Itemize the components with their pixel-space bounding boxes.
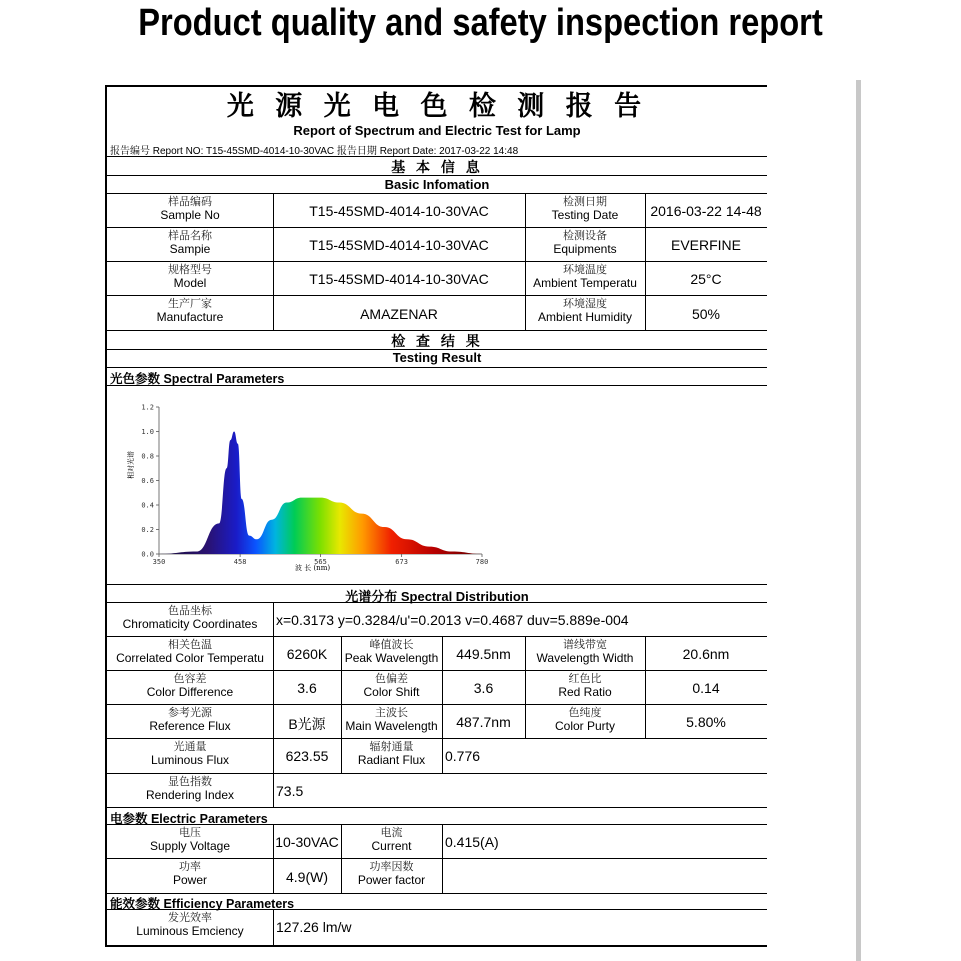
value-radiant-flux: 0.776 [445, 748, 481, 764]
label-main-wavelength: 主波长 Main Wavelength [345, 706, 438, 734]
col-divider [273, 909, 274, 945]
spectrum-y-tick-label: 1.0 [141, 428, 154, 436]
label-current: 电流 Current [371, 826, 412, 854]
label-chromaticity: 色品坐标 Chromaticity Coordinates [122, 604, 258, 632]
divider [107, 175, 767, 176]
label-reference-flux: 参考光源 Reference Flux [149, 706, 231, 734]
value-testing-date: 2016-03-22 14-48 [650, 203, 762, 219]
label-correlated-color-temperature: 相关色温 Correlated Color Temperatu [116, 638, 264, 666]
value-red-ratio: 0.14 [692, 680, 720, 696]
value-ambient-humidity: 50% [691, 306, 721, 322]
label-sample-no: 样品编码 Sample No [160, 195, 220, 223]
divider [107, 227, 767, 228]
spectrum-y-label: 相对光谱 [127, 451, 135, 479]
electric-params-label: 电参数 Electric Parameters [110, 812, 268, 826]
value-equipments: EVERFINE [670, 237, 741, 253]
distribution-heading: 光谱分布 Spectral Distribution [345, 589, 529, 604]
report-title-cn: 光 源 光 电 色 检 测 报 告 [226, 91, 648, 122]
spectrum-x-tick-label: 780 [475, 558, 489, 566]
spectrum-area [159, 432, 482, 555]
report-meta: 报告编号 Report NO: T15-45SMD-4014-10-30VAC 报告日期 Report Date: 2017-03-22 14:48 [110, 146, 519, 157]
label-luminous-efficiency: 发光效率 Luminous Emciency [136, 911, 244, 939]
divider [107, 858, 767, 859]
value-luminous-efficiency: 127.26 lm/w [276, 919, 352, 935]
spectrum-y-tick-label: 0.8 [141, 452, 154, 461]
col-divider [273, 602, 274, 807]
scrollbar-divider [856, 80, 861, 961]
value-color-purity: 5.80% [686, 714, 726, 730]
spectrum-x-tick-label: 673 [395, 558, 408, 566]
efficiency-params-label: 能效参数 Efficiency Parameters [110, 897, 295, 911]
basic-heading-cn: 基 本 信 息 [391, 160, 483, 176]
report-title-en: Report of Spectrum and Electric Test for Lamp [293, 123, 581, 138]
divider [107, 385, 767, 386]
value-rendering-index: 73.5 [276, 783, 304, 799]
value-power: 4.9(W) [286, 869, 328, 885]
value-sample-no: T15-45SMD-4014-10-30VAC [309, 203, 489, 219]
col-divider [442, 824, 443, 893]
divider [107, 636, 767, 637]
label-model: 规格型号 Model [168, 263, 212, 291]
inspection-report [105, 85, 767, 947]
value-wavelength-width: 20.6nm [682, 646, 730, 662]
value-peak-wavelength: 449.5nm [456, 646, 511, 662]
label-peak-wavelength: 峰值波长 Peak Wavelength [344, 638, 439, 666]
value-color-shift: 3.6 [473, 680, 494, 696]
divider [107, 909, 767, 910]
label-equipments: 检测设备 Equipments [553, 229, 617, 257]
value-cct: 6260K [286, 646, 328, 662]
divider [107, 367, 767, 368]
divider [107, 584, 767, 585]
label-wavelength-width: 谱线带宽 Wavelength Width [536, 638, 634, 666]
value-supply-voltage: 10-30VAC [275, 834, 339, 850]
divider [107, 295, 767, 296]
value-ambient-temperature: 25°C [690, 271, 722, 287]
divider [107, 193, 767, 194]
spectrum-x-tick-label: 350 [152, 558, 166, 566]
divider [107, 670, 767, 671]
basic-heading-en: Basic Infomation [384, 177, 490, 192]
testing-heading-en: Testing Result [392, 350, 482, 365]
divider [107, 704, 767, 705]
divider [107, 602, 767, 603]
label-manufacture: 生产厂家 Manufacture [156, 297, 224, 325]
label-ambient-humidity: 环境湿度 Ambient Humidity [537, 297, 633, 325]
spectral-params-label: 光色参数 Spectral Parameters [110, 372, 285, 386]
label-rendering-index: 显色指数 Rendering Index [145, 775, 235, 803]
label-power-factor: 功率因数 Power factor [357, 860, 426, 888]
spectrum-y-tick-label: 0.0 [141, 550, 154, 559]
label-power: 功率 Power [172, 860, 207, 888]
spectrum-y-tick-label: 0.6 [141, 477, 154, 485]
page-title: Product quality and safety inspection report [138, 2, 823, 44]
label-radiant-flux: 辐射通量 Radiant Flux [357, 740, 426, 768]
value-color-difference: 3.6 [297, 680, 317, 696]
value-reference-flux: B光源 [288, 716, 326, 732]
label-luminous-flux: 光通量 Luminous Flux [150, 740, 230, 768]
divider [107, 738, 767, 739]
value-sample-name: T15-45SMD-4014-10-30VAC [309, 237, 489, 253]
label-color-shift: 色偏差 Color Shift [363, 672, 420, 700]
spectrum-x-tick-label: 565 [314, 558, 327, 566]
label-ambient-temperature: 环境温度 Ambient Temperatu [533, 263, 637, 291]
spectrum-chart [127, 399, 492, 571]
label-sample-name: 样品名称 Sampie [168, 229, 212, 257]
value-chromaticity: x=0.3173 y=0.3284/u'=0.2013 v=0.4687 duv=5.889e-004 [276, 612, 629, 628]
value-main-wavelength: 487.7nm [456, 714, 511, 730]
spectrum-x-tick-label: 458 [233, 558, 247, 566]
value-current: 0.415(A) [445, 834, 499, 850]
value-manufacture: AMAZENAR [360, 306, 438, 322]
label-red-ratio: 红色比 Red Ratio [558, 672, 612, 700]
divider [107, 824, 767, 825]
divider [107, 807, 767, 808]
value-luminous-flux: 623.55 [285, 748, 329, 764]
label-testing-date: 检测日期 Testing Date [551, 195, 619, 223]
testing-heading-cn: 检 查 结 果 [391, 334, 483, 350]
value-model: T15-45SMD-4014-10-30VAC [309, 271, 489, 287]
label-supply-voltage: 电压 Supply Voltage [149, 826, 231, 854]
label-color-difference: 色容差 Color Difference [146, 672, 234, 700]
divider [107, 261, 767, 262]
spectrum-y-tick-label: 1.2 [141, 403, 154, 412]
spectrum-x-label: 波 长 (nm) [295, 564, 331, 571]
spectrum-y-tick-label: 0.2 [141, 526, 154, 534]
label-color-purity: 色纯度 Color Purty [554, 706, 616, 734]
spectrum-y-tick-label: 0.4 [141, 501, 154, 510]
divider [107, 773, 767, 774]
